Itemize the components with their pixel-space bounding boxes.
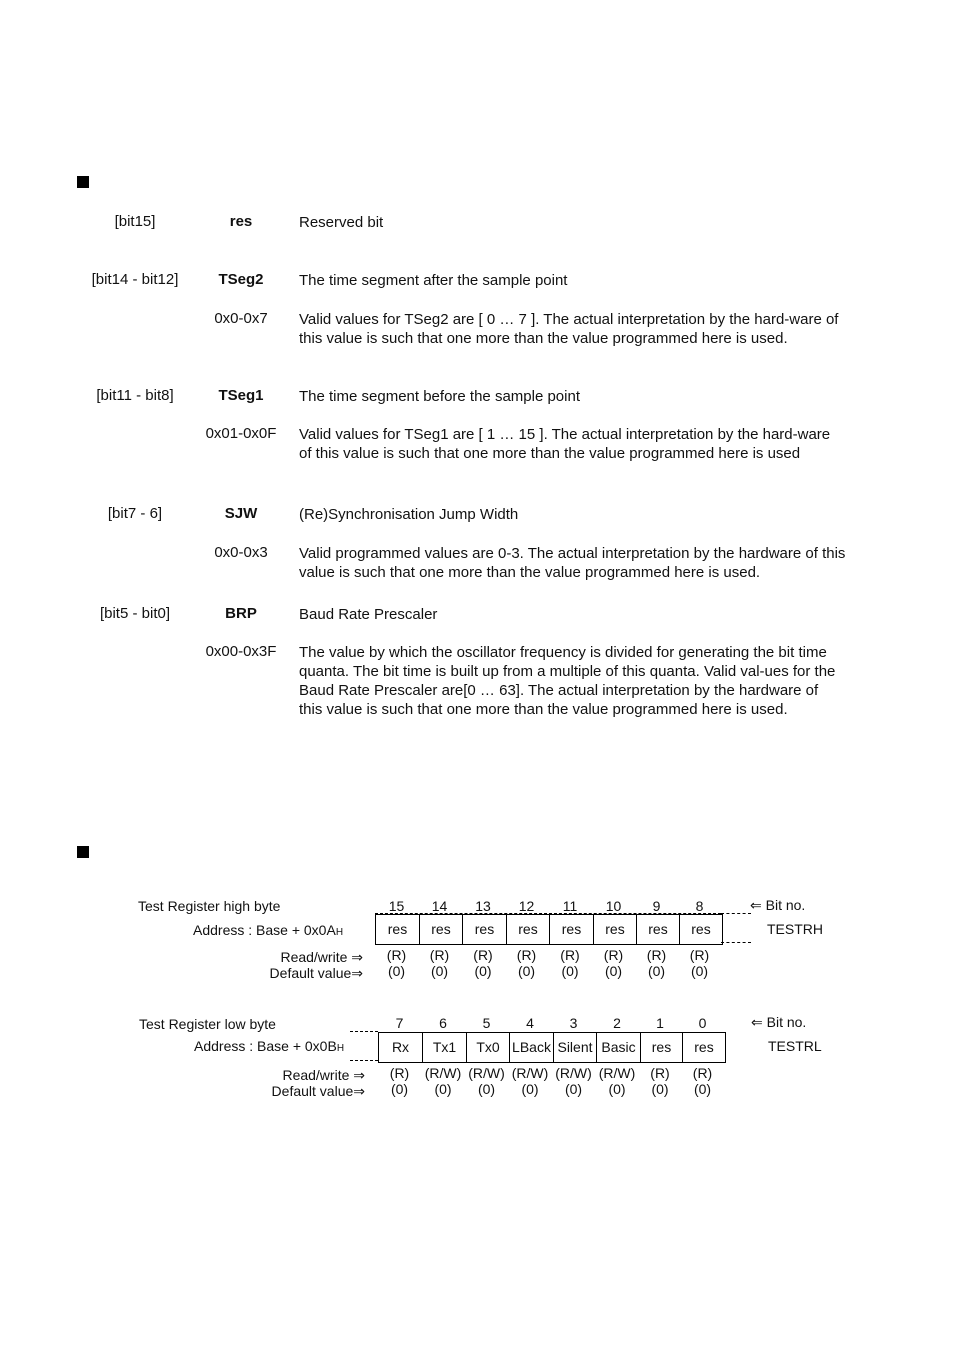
- rw-value: (R): [646, 947, 667, 963]
- register-field: res: [636, 915, 679, 944]
- register-field: Basic: [596, 1033, 640, 1062]
- bitfield-range-desc: Valid values for TSeg1 are [ 1 … 15 ]. The actual interpretation by the hard-ware of this value is such that one more than the value programmed here is used: [299, 426, 831, 462]
- default-value: (0): [561, 963, 579, 979]
- register-name: TESTRH: [767, 921, 823, 937]
- bit-number: 12: [518, 898, 535, 914]
- bit-number: 6: [439, 1015, 447, 1031]
- bitfield-bits: [bit11 - bit8]: [96, 387, 174, 404]
- rw-value: (R): [429, 947, 450, 963]
- section-bullet: [77, 846, 89, 858]
- bit-number: 0: [698, 1015, 707, 1031]
- rw-value: (R): [389, 1065, 410, 1081]
- bitfield-range: 0x0-0x7: [214, 310, 268, 327]
- register-field: res: [387, 921, 408, 937]
- bitfield-name: TSeg1: [218, 387, 264, 404]
- rw-value: (R/W): [598, 1065, 636, 1081]
- bitfield-range: 0x01-0x0F: [205, 425, 277, 442]
- default-value: (0): [430, 963, 449, 979]
- register-title: Test Register low byte: [139, 1016, 276, 1032]
- register-field: Tx1: [422, 1033, 466, 1062]
- register-address: Address : Base + 0x0AH: [193, 922, 344, 938]
- bitfield-name: SJW: [224, 505, 258, 522]
- bitfield-range-desc: The value by which the oscillator frequency is divided for generating the bit time quanta. The bit time is built up from a multiple of this quanta. Valid val-ues for the Baud Rate Prescaler are[0 … 63]. The actual interpretation by the hardware of this value is such that one more than the value programmed here is used.: [299, 644, 836, 718]
- rw-value: (R): [516, 947, 537, 963]
- bit-number: 10: [605, 898, 622, 914]
- bit-number: 8: [695, 898, 704, 914]
- bitfield-desc: Reserved bit: [299, 214, 384, 231]
- default-value: (0): [690, 963, 709, 979]
- register-field: res: [682, 1033, 725, 1062]
- default-values: [378, 1081, 724, 1097]
- rw-value: (R): [560, 947, 580, 963]
- register-field: res: [640, 1033, 682, 1062]
- register-field: res: [679, 915, 722, 944]
- default-label: Default value⇒: [271, 1083, 365, 1099]
- bit-numbers: [378, 1015, 724, 1031]
- bit-number: 5: [482, 1015, 491, 1031]
- register-field: res: [593, 915, 636, 944]
- bit-number: 13: [475, 898, 491, 914]
- rw-value: (R/W): [468, 1065, 505, 1081]
- bitfield-name: TSeg2: [218, 271, 264, 288]
- register-field: res: [549, 915, 593, 944]
- bitfield-range-desc: Valid values for TSeg2 are [ 0 … 7 ]. The actual interpretation by the hard-ware of this value is such that one more than the value programmed here is used.: [299, 311, 839, 347]
- rw-values: [378, 1065, 724, 1081]
- bitfield-name: BRP: [225, 605, 257, 622]
- register-cells: [375, 914, 723, 945]
- bitfield-name: res: [229, 213, 253, 230]
- default-value: (0): [517, 963, 536, 979]
- register-field: res: [462, 915, 506, 944]
- rw-label: Read/write ⇒: [282, 1067, 365, 1083]
- rw-value: (R): [603, 947, 624, 963]
- bitfield-desc: The time segment after the sample point: [299, 272, 568, 289]
- register-dash: [350, 1031, 378, 1032]
- rw-value: (R/W): [424, 1065, 462, 1081]
- register-field: res: [419, 915, 462, 944]
- bit-number: 7: [395, 1015, 404, 1031]
- register-cells: [378, 1032, 726, 1063]
- bit-number: 11: [562, 898, 578, 914]
- register-name: TESTRL: [768, 1038, 822, 1054]
- register-dash: [721, 913, 751, 914]
- bit-number: 15: [388, 898, 405, 914]
- rw-value: (R/W): [511, 1065, 549, 1081]
- bit-number: 9: [652, 898, 661, 914]
- rw-value: (R): [473, 947, 493, 963]
- bit-number: 4: [526, 1015, 534, 1031]
- bitfield-bits: [bit7 - 6]: [107, 505, 163, 522]
- bitfield-range: 0x00-0x3F: [205, 643, 277, 660]
- register-dash: [350, 1060, 378, 1061]
- register-address: Address : Base + 0x0BH: [194, 1038, 345, 1054]
- default-value: (0): [608, 1081, 626, 1097]
- rw-value: (R): [692, 1065, 713, 1081]
- default-value: (0): [651, 1081, 669, 1097]
- default-value: (0): [387, 963, 406, 979]
- bit-number: 2: [613, 1015, 621, 1031]
- bitfield-bits: [bit5 - bit0]: [99, 605, 171, 622]
- default-values: [375, 963, 721, 979]
- bit-numbers: [375, 898, 721, 914]
- default-value: (0): [564, 1081, 583, 1097]
- bitfield-bits: [bit14 - bit12]: [91, 271, 179, 288]
- rw-value: (R): [650, 1065, 670, 1081]
- register-dash: [721, 942, 751, 943]
- default-value: (0): [477, 1081, 496, 1097]
- rw-values: [375, 947, 721, 963]
- bitfield-desc: (Re)Synchronisation Jump Width: [299, 506, 519, 523]
- bit-number: 3: [569, 1015, 578, 1031]
- default-value: (0): [604, 963, 623, 979]
- bitfield-range: 0x0-0x3: [214, 544, 268, 561]
- rw-value: (R): [386, 947, 407, 963]
- register-title: Test Register high byte: [138, 898, 281, 914]
- register-field: Rx: [391, 1039, 410, 1055]
- bitfield-desc: The time segment before the sample point: [299, 388, 580, 405]
- bit-number: 1: [656, 1015, 664, 1031]
- bitfield-desc: Baud Rate Prescaler: [299, 606, 438, 623]
- bitno-label: ⇐ Bit no.: [750, 897, 806, 913]
- default-value: (0): [390, 1081, 409, 1097]
- default-label: Default value⇒: [269, 965, 363, 981]
- register-field: Tx0: [466, 1033, 509, 1062]
- default-value: (0): [474, 963, 492, 979]
- section-bullet: [77, 176, 89, 188]
- rw-value: (R/W): [555, 1065, 592, 1081]
- default-value: (0): [521, 1081, 539, 1097]
- bitfield-bits: [bit15]: [114, 213, 156, 230]
- default-value: (0): [647, 963, 666, 979]
- register-field: Silent: [553, 1033, 596, 1062]
- rw-label: Read/write ⇒: [280, 949, 363, 965]
- default-value: (0): [693, 1081, 712, 1097]
- bit-number: 14: [431, 898, 448, 914]
- register-field: res: [506, 915, 549, 944]
- rw-value: (R): [689, 947, 710, 963]
- bitno-label: ⇐ Bit no.: [751, 1014, 807, 1030]
- default-value: (0): [434, 1081, 452, 1097]
- bitfield-range-desc: Valid programmed values are 0-3. The actual interpretation by the hardware of this value is such that one more than the value programmed here is used.: [299, 545, 846, 581]
- register-field: LBack: [509, 1033, 553, 1062]
